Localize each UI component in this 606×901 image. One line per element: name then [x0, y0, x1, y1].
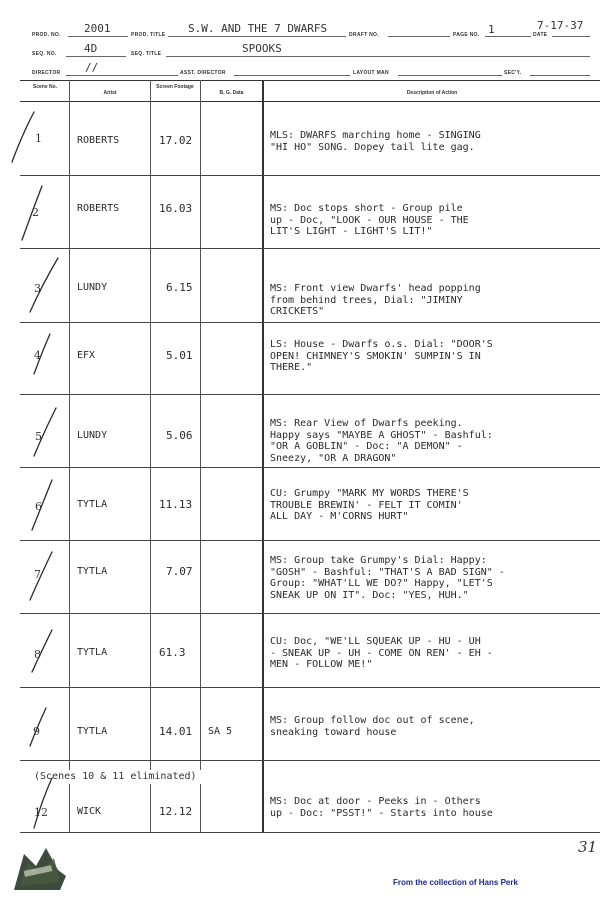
draft-no-label: DRAFT NO.	[349, 32, 379, 38]
description-line: from behind trees, Dial: "JIMINY	[270, 294, 463, 306]
secy-label: SEC'Y.	[504, 70, 522, 76]
check-mark	[30, 552, 52, 600]
description-line: "GOSH" - Bashful: "THAT'S A BAD SIGN" -	[270, 566, 505, 578]
description-line: OPEN! CHIMNEY'S SMOKIN' SUMPIN'S IN	[270, 350, 481, 362]
description-line: CU: Grumpy "MARK MY WORDS THERE'S	[270, 488, 469, 499]
artist-cell: WICK	[77, 806, 102, 817]
director-value: //	[85, 61, 99, 74]
scene-number: 8	[34, 648, 41, 661]
page-no-label: PAGE NO.	[453, 32, 480, 38]
scene-number: 3	[34, 282, 41, 295]
col-header-artist: Artist	[103, 90, 117, 96]
description-line: "HI HO" SONG. Dopey tail lite gag.	[270, 141, 475, 153]
footage-cell: 14.01	[159, 725, 193, 738]
artist-cell: TYTLA	[77, 499, 108, 510]
eliminated-note: (Scenes 10 & 11 eliminated)	[34, 771, 197, 782]
description-line: "OR A GOBLIN" - Doc: "A DEMON" -	[270, 441, 463, 452]
artist-cell: LUNDY	[77, 430, 108, 441]
scene-number: 4	[34, 349, 41, 362]
col-header-footage: Screen Footage	[156, 84, 194, 90]
description-line: Group: "WHAT'LL WE DO?" Happy, "LET'S	[270, 578, 493, 589]
scene-number: 5	[35, 430, 42, 443]
description-line: Sneezy, "OR A DRAGON"	[270, 452, 397, 464]
prod-no-value: 2001	[84, 22, 111, 35]
check-mark	[22, 186, 42, 240]
date-value: 7-17-37	[537, 19, 584, 32]
handwritten-page-number: 31	[578, 838, 598, 856]
footage-cell: 16.03	[159, 202, 193, 215]
director-label: DIRECTOR	[32, 70, 61, 76]
footage-cell: 12.12	[159, 805, 193, 818]
description-line: LS: House - Dwarfs o.s. Dial: "DOOR'S	[270, 339, 493, 350]
footage-cell: 5.06	[166, 429, 193, 442]
artist-cell: ROBERTS	[77, 203, 120, 214]
description-line: SNEAK UP ON IT". Doc: "YES, HUH."	[270, 589, 469, 601]
check-mark	[30, 258, 58, 312]
footage-cell: 61.3	[159, 646, 186, 659]
page-no-value: 1	[488, 23, 495, 36]
seq-no-value: 4D	[84, 42, 98, 55]
seq-title-label: SEQ. TITLE	[131, 51, 162, 57]
prod-no-label: PROD. NO.	[32, 32, 61, 38]
description-line: CRICKETS"	[270, 306, 325, 317]
col-header-description: Description of Action	[406, 90, 458, 96]
check-mark	[34, 334, 50, 374]
footage-cell: 5.01	[166, 349, 193, 362]
description-line: up - Doc: "PSST!" - Starts into house	[270, 807, 493, 819]
description-line: up - Doc, "LOOK - OUR HOUSE - THE	[270, 214, 469, 226]
check-mark	[34, 778, 52, 828]
logo-icon	[10, 846, 68, 894]
col-header-bg: B. G. Data	[219, 90, 244, 96]
scene-number: 9	[33, 725, 40, 738]
description-line: MEN - FOLLOW ME!"	[270, 659, 373, 670]
scene-number: 2	[32, 206, 39, 219]
description-line: MS: Group follow doc out of scene,	[270, 715, 475, 726]
footage-cell: 7.07	[166, 565, 193, 578]
footage-cell: 11.13	[159, 498, 193, 511]
description-line: LIT'S LIGHT - LIGHT'S LIT!"	[270, 226, 433, 237]
check-mark	[32, 480, 52, 530]
scene-number: 12	[34, 806, 48, 819]
description-line: sneaking toward house	[270, 726, 397, 738]
col-header-scene: Scene No.	[32, 84, 58, 90]
footage-cell: 17.02	[159, 134, 193, 147]
prod-title-label: PROD. TITLE	[131, 32, 166, 38]
description-line: MS: Doc stops short - Group pile	[270, 203, 463, 214]
check-mark	[12, 112, 34, 162]
description-line: CU: Doc, "WE'LL SQUEAK UP - HU - UH	[270, 636, 481, 647]
description-line: Happy says "MAYBE A GHOST" - Bashful:	[270, 429, 493, 441]
prod-title-value: S.W. AND THE 7 DWARFS	[188, 22, 328, 35]
artist-cell: ROBERTS	[77, 135, 120, 146]
artist-cell: TYTLA	[77, 566, 108, 577]
artist-cell: TYTLA	[77, 726, 108, 737]
scene-number: 6	[35, 500, 42, 513]
check-mark	[34, 408, 56, 456]
description-line: THERE."	[270, 362, 313, 373]
artist-cell: EFX	[77, 350, 96, 361]
layout-man-label: LAYOUT MAN	[353, 70, 389, 76]
description-line: TROUBLE BREWIN' - FELT IT COMIN'	[270, 499, 463, 511]
artist-cell: LUNDY	[77, 282, 108, 293]
description-line: MS: Front view Dwarfs' head popping	[270, 283, 481, 294]
description-line: MS: Doc at door - Peeks in - Others	[270, 796, 481, 807]
seq-title-value: SPOOKS	[242, 42, 282, 55]
date-label: DATE	[533, 32, 548, 38]
description-line: ALL DAY - M'CORNS HURT"	[270, 511, 409, 522]
scene-number: 1	[35, 132, 42, 145]
asst-director-label: ASST. DIRECTOR	[180, 70, 226, 76]
footage-cell: 6.15	[166, 281, 193, 294]
scene-number: 7	[34, 568, 41, 581]
description-line: MLS: DWARFS marching home - SINGING	[270, 130, 481, 141]
seq-no-label: SEQ. NO.	[32, 51, 57, 57]
bg-cell: SA 5	[208, 726, 233, 737]
description-line: MS: Rear View of Dwarfs peeking.	[270, 418, 463, 429]
description-line: - SNEAK UP - UH - COME ON REN' - EH -	[270, 647, 493, 659]
collection-credit: From the collection of Hans Perk	[393, 878, 518, 887]
description-line: MS: Group take Grumpy's Dial: Happy:	[270, 555, 487, 566]
check-mark	[32, 630, 52, 672]
check-mark	[30, 708, 46, 746]
artist-cell: TYTLA	[77, 647, 108, 658]
